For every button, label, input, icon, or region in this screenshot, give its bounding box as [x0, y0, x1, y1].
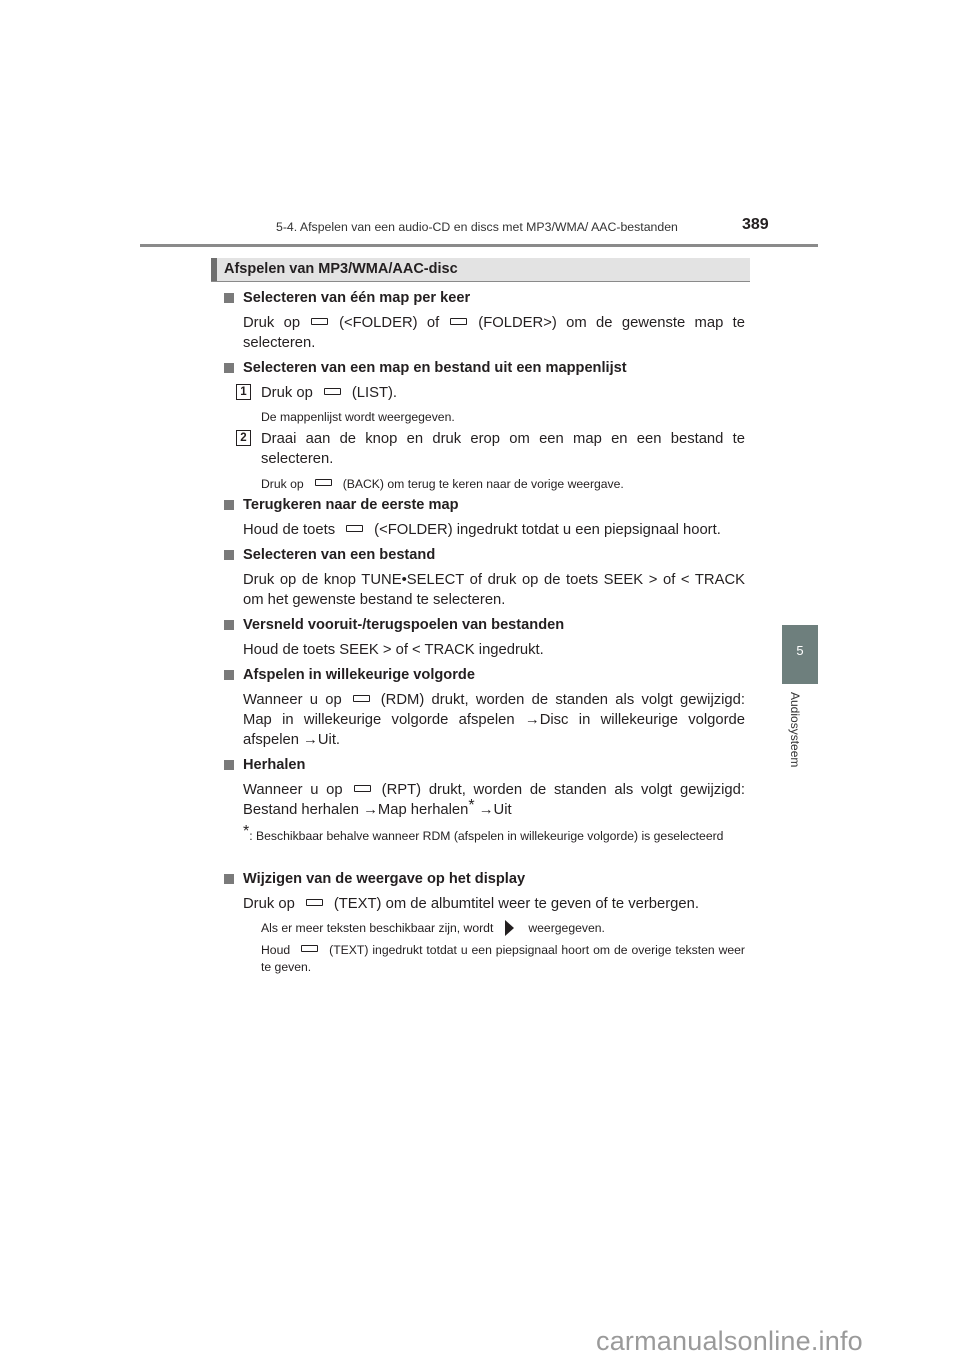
- paragraph: Druk op de knop TUNE•SELECT of druk op de toets SEEK > of < TRACK om het gewenste bestand te selecteren.: [243, 572, 745, 608]
- text: : Beschikbaar behalve wanneer RDM (afspelen in willekeurige volgorde) is geselecteerd: [249, 829, 724, 843]
- button-icon: [301, 945, 318, 952]
- button-icon: [315, 479, 332, 486]
- subheading-text: Selecteren van een bestand: [243, 547, 436, 563]
- text: Wanneer u op: [243, 692, 342, 708]
- text: Houd: [261, 943, 291, 957]
- button-icon: [324, 388, 341, 395]
- text: Druk op: [261, 385, 313, 401]
- subheading-text: Selecteren van een map en bestand uit een mappenlijst: [243, 360, 627, 376]
- text: weergegeven.: [528, 921, 605, 935]
- header-divider: [140, 244, 818, 247]
- text: →Uit: [474, 802, 512, 818]
- paragraph: [261, 383, 745, 403]
- subheading: [224, 545, 435, 565]
- note: De mappenlijst wordt weergegeven.: [261, 410, 455, 424]
- section-title: Afspelen van MP3/WMA/AAC-disc: [224, 261, 458, 277]
- bullet-square-icon: [224, 500, 234, 510]
- bullet-square-icon: [224, 293, 234, 303]
- text: Houd de toets: [243, 522, 336, 538]
- button-icon: [346, 525, 363, 532]
- paragraph: [243, 313, 745, 353]
- watermark[interactable]: carmanualsonline.info: [596, 1326, 863, 1356]
- text: (FOLDER>) om de gewenste map te selecteren.: [243, 315, 745, 351]
- subheading-text: Versneld vooruit-/terugspoelen van bestanden: [243, 617, 565, 633]
- subheading: [224, 615, 564, 635]
- subheading-text: Terugkeren naar de eerste map: [243, 497, 459, 513]
- text: (<FOLDER) ingedrukt totdat u een piepsignaal hoort.: [374, 522, 721, 538]
- note: [261, 476, 745, 493]
- paragraph: [243, 780, 745, 820]
- bullet-square-icon: [224, 620, 234, 630]
- note: [261, 942, 745, 975]
- text: (TEXT) ingedrukt totdat u een piepsignaal hoort om de overige teksten weer te geven.: [261, 943, 745, 974]
- button-icon: [450, 318, 467, 325]
- text: Druk op: [261, 477, 304, 491]
- footnote: [243, 823, 745, 845]
- subheading: [224, 755, 305, 775]
- section-title-bar: [211, 258, 750, 282]
- chapter-header: 5-4. Afspelen van een audio-CD en discs met MP3/WMA/ AAC-bestanden: [276, 220, 678, 234]
- step-number: 2: [236, 430, 251, 446]
- subheading: [224, 288, 470, 308]
- text: (BACK) om terug te keren naar de vorige weergave.: [342, 477, 624, 491]
- step-number: 1: [236, 384, 251, 400]
- button-icon: [353, 695, 370, 702]
- subheading: [224, 358, 627, 378]
- text: (<FOLDER) of: [339, 315, 440, 331]
- text: Wanneer u op: [243, 782, 343, 798]
- paragraph: [243, 894, 745, 914]
- footnote-marker: *: [243, 823, 250, 840]
- subheading-text: Herhalen: [243, 757, 306, 773]
- paragraph: Draai aan de knop en druk erop om een map en een bestand te selecteren.: [261, 431, 745, 467]
- paragraph: Houd de toets SEEK > of < TRACK ingedrukt.: [243, 642, 544, 658]
- subheading-text: Selecteren van één map per keer: [243, 290, 471, 306]
- text: Druk op: [243, 315, 301, 331]
- text: (TEXT) om de albumtitel weer te geven of te verbergen.: [333, 896, 699, 912]
- subheading: [224, 665, 475, 685]
- bullet-square-icon: [224, 363, 234, 373]
- text: (LIST).: [351, 385, 398, 401]
- subheading-text: Wijzigen van de weergave op het display: [243, 871, 526, 887]
- button-icon: [311, 318, 328, 325]
- bullet-square-icon: [224, 670, 234, 680]
- more-arrow-icon: [505, 920, 514, 936]
- paragraph: [243, 520, 745, 540]
- chapter-tab-label: Audiosysteem: [788, 692, 802, 768]
- button-icon: [354, 785, 371, 792]
- subheading: [224, 495, 459, 515]
- note: [261, 920, 745, 937]
- bullet-square-icon: [224, 550, 234, 560]
- subheading-text: Afspelen in willekeurige volgorde: [243, 667, 475, 683]
- paragraph: [243, 690, 745, 750]
- bullet-square-icon: [224, 760, 234, 770]
- bullet-square-icon: [224, 874, 234, 884]
- subheading: [224, 869, 525, 889]
- button-icon: [306, 899, 323, 906]
- footnote-marker: *: [468, 797, 475, 814]
- chapter-tab[interactable]: 5: [782, 625, 818, 684]
- text: (RDM) drukt, worden de standen als volgt gewijzigd: Map in willekeurige volgorde afspelen →Disc in willekeurige volgorde afspelen →Uit.: [243, 692, 745, 748]
- text: (RPT) drukt, worden de standen als volgt gewijzigd: Bestand herhalen →Map herhalen: [243, 782, 745, 818]
- page-number: 389: [742, 216, 769, 233]
- text: Druk op: [243, 896, 295, 912]
- text: Als er meer teksten beschikbaar zijn, wordt: [261, 921, 494, 935]
